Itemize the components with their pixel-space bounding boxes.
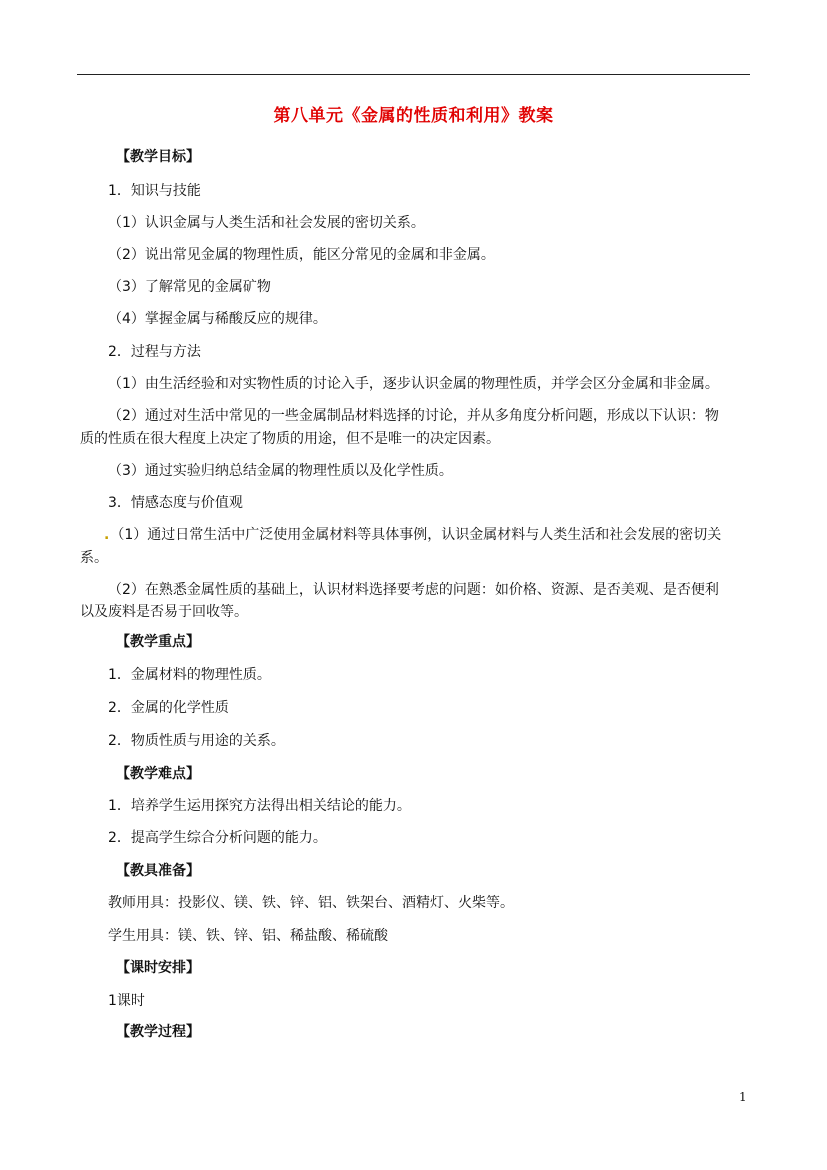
process-heading: 【教学过程】 [116,1024,200,1040]
difficulty-item: 1．培养学生运用探究方法得出相关结论的能力。 [108,798,411,814]
objective-2-item: （3）通过实验归纳总结金属的物理性质以及化学性质。 [108,463,453,479]
objective-3-item [104,525,721,545]
document-title: 第八单元《金属的性质和利用》教案 [273,106,554,126]
key-points-heading: 【教学重点】 [116,634,200,650]
objective-2-item-continued: 质的性质在很大程度上决定了物质的用途，但不是唯一的决定因素。 [80,431,500,447]
objective-3-item: （2）在熟悉金属性质的基础上，认识材料选择要考虑的问题：如价格、资源、是否美观、是否便利 [108,582,719,598]
highlight-mark: . [104,527,110,543]
schedule-heading: 【课时安排】 [116,960,200,976]
objective-2-title: 2．过程与方法 [108,344,201,360]
objective-1-title: 1．知识与技能 [108,183,201,199]
objective-2-item: （2）通过对生活中常见的一些金属制品材料选择的讨论，并从多角度分析问题，形成以下认识：物 [108,408,719,424]
key-point-item: 2．金属的化学性质 [108,700,229,716]
objective-1-item: （3）了解常见的金属矿物 [108,279,271,295]
difficulty-item: 2．提高学生综合分析问题的能力。 [108,830,327,846]
objective-3-item-continued: 以及废料是否易于回收等。 [80,604,248,620]
key-point-item: 1．金属材料的物理性质。 [108,667,271,683]
objective-3-title: 3．情感态度与价值观 [108,495,243,511]
tools-item: 教师用具：投影仪、镁、铁、锌、铝、铁架台、酒精灯、火柴等。 [108,895,514,911]
tools-heading: 【教具准备】 [116,863,200,879]
objective-3-item-continued: 系。 [80,550,108,566]
objective-1-item: （4）掌握金属与稀酸反应的规律。 [108,311,327,327]
objective-1-item: （1）认识金属与人类生活和社会发展的密切关系。 [108,215,425,231]
page-number: 1 [739,1090,747,1104]
header-rule [77,74,750,75]
objective-3-item-text: （1）通过日常生活中广泛使用金属材料等具体事例，认识金属材料与人类生活和社会发展的密切关 [110,527,722,543]
objectives-heading: 【教学目标】 [116,149,200,165]
schedule-item: 1课时 [108,993,145,1009]
key-point-item: 2．物质性质与用途的关系。 [108,733,285,749]
tools-item: 学生用具：镁、铁、锌、铝、稀盐酸、稀硫酸 [108,928,388,944]
difficulties-heading: 【教学难点】 [116,766,200,782]
objective-1-item: （2）说出常见金属的物理性质，能区分常见的金属和非金属。 [108,247,495,263]
objective-2-item: （1）由生活经验和对实物性质的讨论入手，逐步认识金属的物理性质，并学会区分金属和非金属。 [108,376,719,392]
